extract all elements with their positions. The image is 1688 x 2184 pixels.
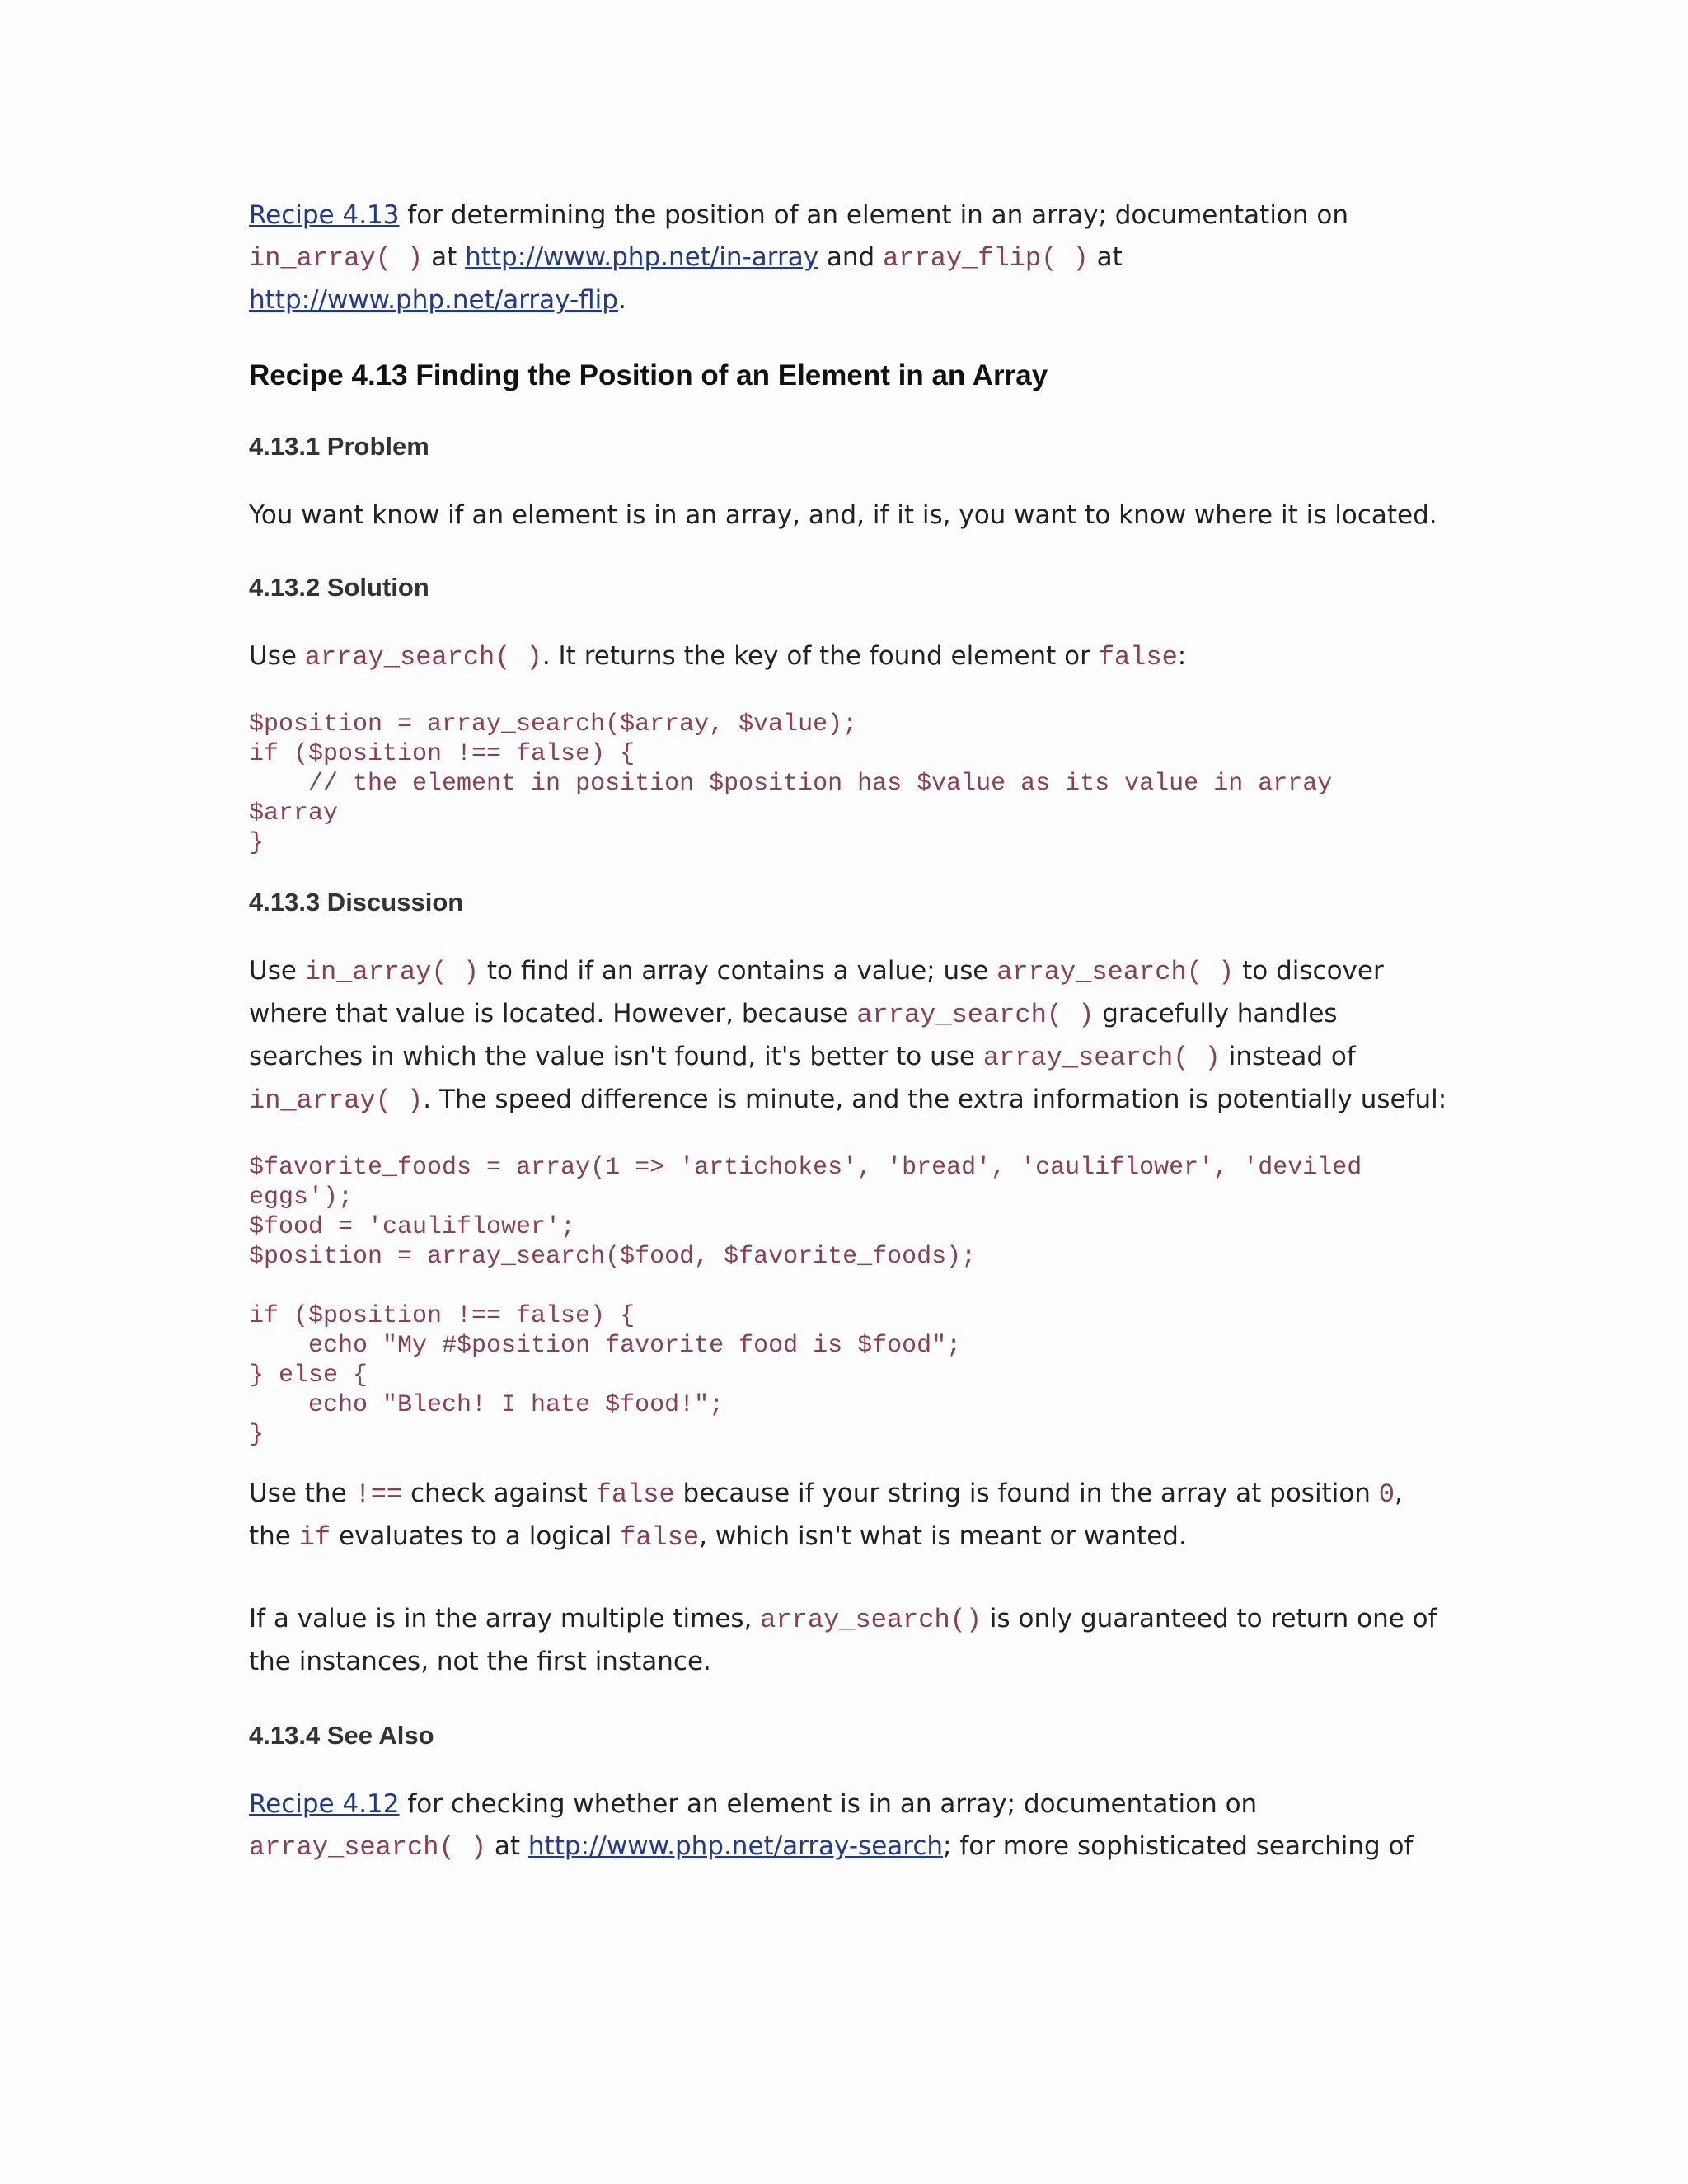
discussion-p2-text-5: evaluates to a logical (331, 1521, 621, 1551)
see-also-text-1: for checking whether an element is in an array; documentation on (399, 1789, 1258, 1819)
page-content (249, 194, 1452, 1868)
code-in-array: in_array( ) (249, 1085, 424, 1116)
discussion-p2-text-2: check against (402, 1479, 596, 1508)
discussion-p3-text-2: is only guaranteed to return one of the instances, not the first instance. (249, 1604, 1437, 1676)
code-array-search: array_search( ) (249, 1832, 487, 1863)
code-if: if (298, 1522, 331, 1553)
see-also-text-2: at (486, 1831, 528, 1861)
see-also-heading: 4.13.4 See Also (249, 1721, 434, 1750)
code-false: false (1098, 642, 1178, 673)
problem-text: You want know if an element is in an array, and, if it is, you want to know where it is located. (249, 500, 1437, 530)
link-array-flip[interactable]: http://www.php.net/array-flip (249, 285, 618, 315)
intro-text-3: and (818, 242, 884, 272)
solution-text-2: . It returns the key of the found element or (542, 641, 1099, 671)
intro-text-2: at (423, 242, 466, 272)
discussion-paragraph-1 (249, 950, 1452, 1122)
code-array-search: array_search( ) (304, 642, 542, 673)
code-array-flip: array_flip( ) (883, 243, 1089, 274)
solution-text (249, 635, 1452, 678)
link-recipe-4-13[interactable]: Recipe 4.13 (249, 200, 400, 230)
discussion-p1-text-4: gracefully handles searches in which the value isn't found, it's better to use (249, 999, 1338, 1071)
intro-text-1: for determining the position of an element in an array; documentation on (399, 200, 1349, 230)
discussion-p2-text-6: , which isn't what is meant or wanted. (699, 1521, 1187, 1551)
discussion-paragraph-2 (249, 1473, 1452, 1558)
code-false: false (595, 1479, 675, 1510)
intro-paragraph (249, 194, 1436, 321)
code-array-search: array_search( ) (856, 1000, 1095, 1030)
code-array-search: array_search( ) (982, 1043, 1221, 1073)
solution-code-block: $position = array_search($array, $value); if ($position !== false) { // the element in position $position has $value as its value in array $array } (249, 710, 1333, 857)
solution-text-1: Use (249, 641, 305, 671)
solution-heading: 4.13.2 Solution (249, 573, 429, 602)
see-also-paragraph (249, 1783, 1452, 1868)
discussion-p3-text-1: If a value is in the array multiple times, (249, 1604, 761, 1633)
intro-text-5: . (617, 285, 626, 315)
discussion-p1-text-2: to find if an array contains a value; use (479, 956, 997, 986)
discussion-p1-text-6: . The speed difference is minute, and the extra information is potentially useful: (423, 1085, 1447, 1114)
discussion-p1-text-5: instead of (1220, 1042, 1356, 1071)
link-recipe-4-12[interactable]: Recipe 4.12 (249, 1789, 400, 1819)
problem-heading: 4.13.1 Problem (249, 432, 429, 461)
discussion-p2-text-1: Use the (249, 1479, 355, 1508)
solution-text-3: : (1177, 641, 1187, 671)
discussion-heading: 4.13.3 Discussion (249, 888, 464, 916)
see-also-text-3: ; for more sophisticated searching of (943, 1831, 1414, 1861)
code-array-search: array_search() (760, 1605, 982, 1635)
code-in-array: in_array( ) (304, 957, 480, 987)
discussion-paragraph-3 (249, 1598, 1452, 1683)
discussion-p1-text-3: to discover where that value is located. However, because (249, 956, 1384, 1029)
code-array-search: array_search( ) (996, 957, 1235, 987)
code-in-array: in_array( ) (249, 243, 424, 274)
code-false: false (620, 1522, 700, 1553)
discussion-p2-text-4: , the (249, 1479, 1403, 1551)
link-in-array[interactable]: http://www.php.net/in-array (465, 242, 819, 272)
code-zero: 0 (1378, 1479, 1395, 1510)
link-array-search[interactable]: http://www.php.net/array-search (528, 1831, 944, 1861)
recipe-title: Recipe 4.13 Finding the Position of an Element in an Array (249, 359, 1048, 391)
discussion-code-block: $favorite_foods = array(1 => 'artichokes', 'bread', 'cauliflower', 'deviled eggs'); $food = 'cauliflower'; $position = array_search($food, $favorite_foods); if ($position !== false) { echo "My #$position favorite food is $food"; } else { echo "Blech! I hate $food!"; } (249, 1154, 1362, 1449)
discussion-p2-text-3: because if your string is found in the array at position (674, 1479, 1379, 1508)
discussion-p1-text-1: Use (249, 956, 305, 986)
code-not-identical: !== (354, 1479, 403, 1510)
intro-text-4: at (1088, 242, 1123, 272)
